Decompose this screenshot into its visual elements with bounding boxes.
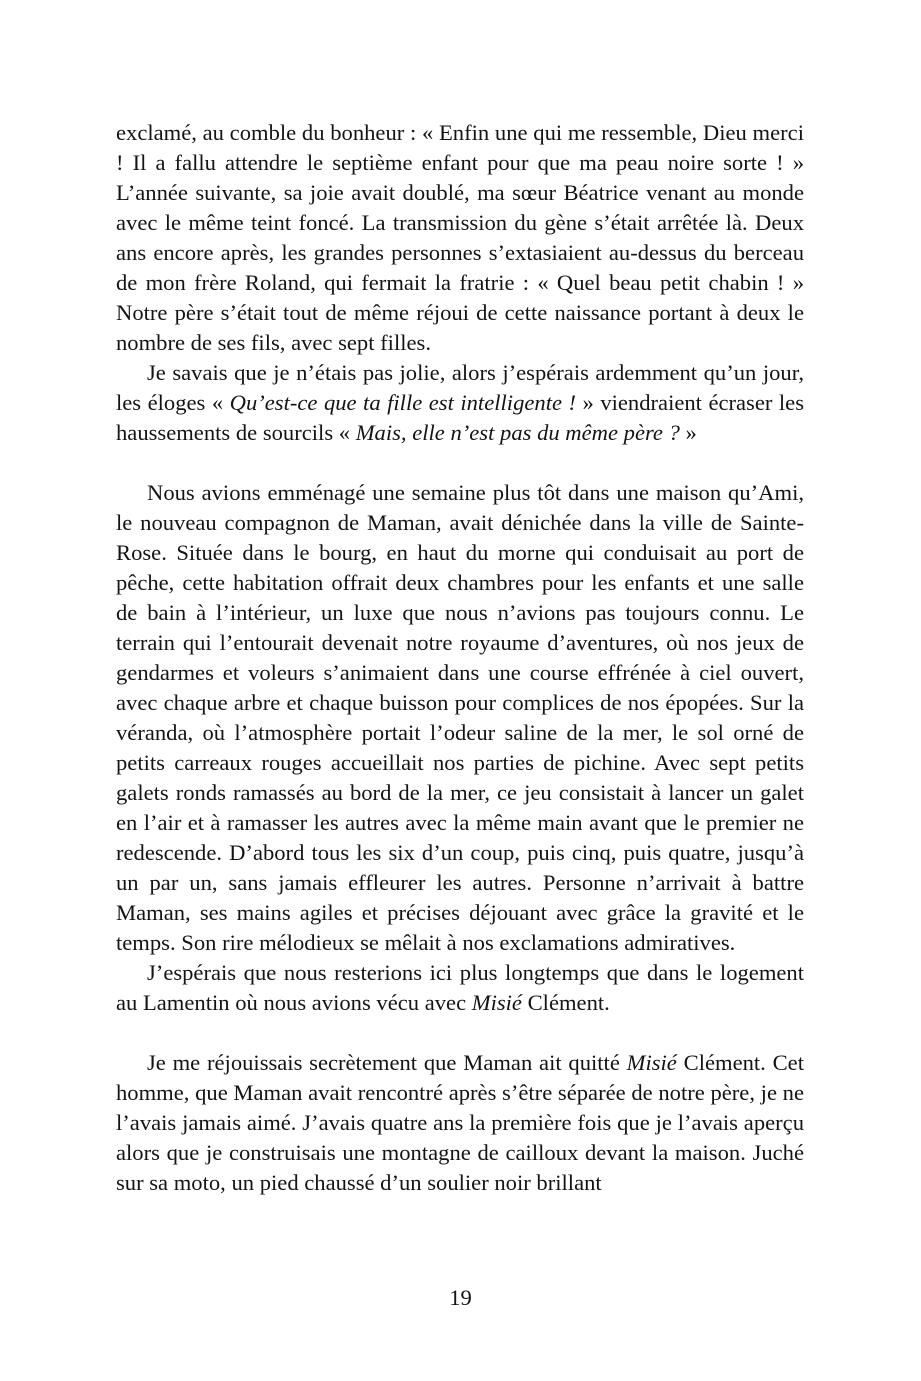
paragraph-2 [116,358,804,448]
paragraph-2-text-e: » [679,420,697,445]
page-number: 19 [449,1285,472,1310]
paragraph-5-text-a: Je me réjouissais secrètement que Maman ait quitté [147,1050,627,1075]
paragraph-4-text-c: Clément. [521,990,610,1015]
paragraph-2-quote-praise: Qu’est-ce que ta fille est intelligente ! [229,390,577,415]
paragraph-4-misie: Misié [471,990,522,1015]
page-body [116,118,804,1198]
paragraph-2-text-c: » viendraient écraser les haussements de sourcils « [116,390,804,445]
paragraph-1: exclamé, au comble du bonheur : « Enfin une qui me ressemble, Dieu merci ! Il a fallu attendre le septième enfant pour que ma peau noire sorte ! » L’année suivante, sa joie avait doublé, ma sœur Béatrice venant au monde avec le même teint foncé. La transmission du gène s’était arrêtée là. Deux ans encore après, les grandes personnes s’extasiaient au-dessus du berceau de mon frère Roland, qui fermait la fratrie : « Quel beau petit chabin ! » Notre père s’était tout de même réjoui de cette naissance portant à deux le nombre de ses fils, avec sept filles. [116,120,804,355]
paragraph-2-quote-father: Mais, elle n’est pas du même père ? [355,420,680,445]
paragraph-5-text-c: Clément. Cet homme, que Maman avait rencontré après s’être séparée de notre père, je ne l’avais jamais aimé. J’avais quatre ans la première fois que je l’avais aperçu alors que je construisais une montagne de cailloux devant la maison. Juché sur sa moto, un pied chaussé d’un soulier noir brillant [116,1050,804,1195]
paragraph-4 [116,958,804,1018]
paragraph-2-text-a: Je savais que je n’étais pas jolie, alors j’espérais ardemment qu’un jour, les éloges « [116,360,804,415]
paragraph-4-text-a: J’espérais que nous resterions ici plus longtemps que dans le logement au Lamentin où nous avions vécu avec [116,960,804,1015]
paragraph-3: Nous avions emménagé une semaine plus tôt dans une maison qu’Ami, le nouveau compagnon de Maman, avait dénichée dans la ville de Sainte-Rose. Située dans le bourg, en haut du morne qui conduisait au port de pêche, cette habitation offrait deux chambres pour les enfants et une salle de bain à l’intérieur, un luxe que nous n’avions pas toujours connu. Le terrain qui l’entourait devenait notre royaume d’aventures, où nos jeux de gendarmes et voleurs s’animaient dans une course effrénée à ciel ouvert, avec chaque arbre et chaque buisson pour complices de nos épopées. Sur la véranda, où l’atmosphère portait l’odeur saline de la mer, le sol orné de petits carreaux rouges accueillait nos parties de pichine. Avec sept petits galets ronds ramassés au bord de la mer, ce jeu consistait à lancer un galet en l’air et à ramasser les autres avec la même main avant que le premier ne redescende. D’abord tous les six d’un coup, puis cinq, puis quatre, jusqu’à un par un, sans jamais effleurer les autres. Personne n’arrivait à battre Maman, ses mains agiles et précises déjouant avec grâce la gravité et le temps. Son rire mélodieux se mêlait à nos exclamations admiratives. [116,480,804,955]
paragraph-5-misie: Misié [626,1050,677,1075]
paragraph-5 [116,1048,804,1198]
